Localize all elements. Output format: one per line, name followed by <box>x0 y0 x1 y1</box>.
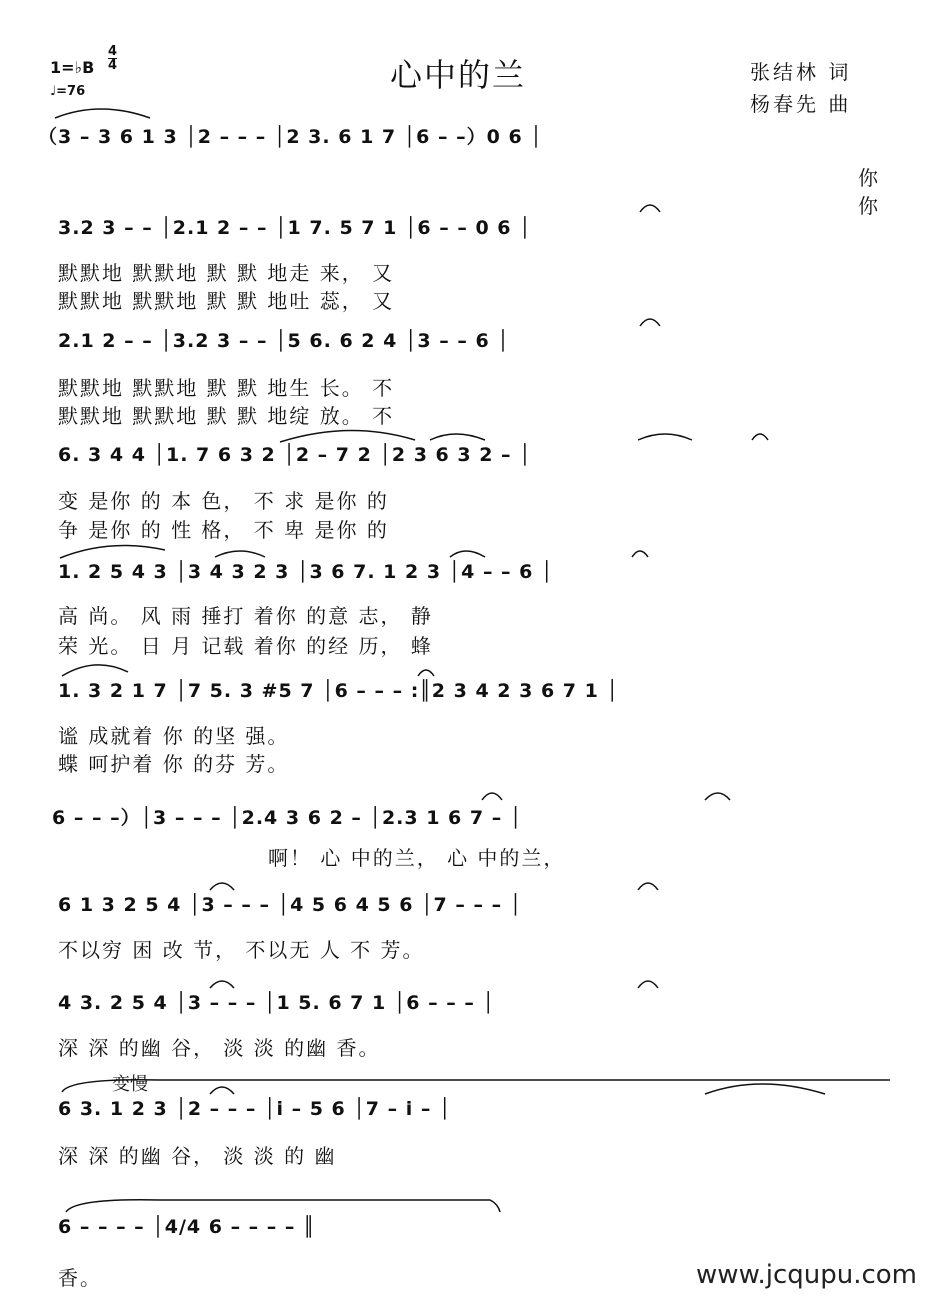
lyric-row-1-verse-1: 你 <box>858 166 880 190</box>
quarter-note-icon: ♩ <box>50 84 57 99</box>
lyric-row-1-verse-2: 你 <box>858 194 880 218</box>
slur <box>62 665 128 676</box>
slur <box>210 981 234 988</box>
lyric-row-5-verse-2: 荣 光。 日 月 记载 着你 的经 历， 蜂 <box>58 634 433 658</box>
slur <box>280 430 415 442</box>
lyric-row-9: 深 深 的幽 谷， 淡 淡 的幽 香。 <box>58 1036 381 1060</box>
lyricist-credit: 张结林 词 <box>750 60 852 84</box>
time-signature: 4 4 <box>108 44 118 73</box>
score-row-9: 4 3. 2 5 4 │3 – – – │1 5. 6 7 1 │6 – – – │ <box>58 992 495 1014</box>
slur <box>632 551 648 557</box>
composer-credit: 杨春先 曲 <box>750 92 852 116</box>
lyric-row-3-verse-1: 默默地 默默地 默 默 地生 长。 不 <box>58 376 395 400</box>
score-row-10: 6 3. 1 2 3 │2 – – – │i – 5 6 │7 – i – │ <box>58 1098 452 1120</box>
lyric-row-7: 啊！ 心 中的兰， 心 中的兰， <box>268 846 566 870</box>
tempo-marking: ♩=76 <box>50 84 86 99</box>
lyric-row-8: 不以穷 困 改 节， 不以无 人 不 芳。 <box>58 938 425 962</box>
slur <box>638 434 692 440</box>
slur <box>640 319 660 326</box>
slur <box>705 793 730 800</box>
slur <box>450 551 485 557</box>
score-row-2: 3.2 3 – – │2.1 2 – – │1 7. 5 7 1 │6 – – 0 6 │ <box>58 217 532 239</box>
slur <box>210 883 234 890</box>
slur <box>752 434 768 440</box>
lyric-row-2-verse-2: 默默地 默默地 默 默 地吐 蕊， 又 <box>58 289 395 313</box>
lyric-row-4-verse-1: 变 是你 的 本 色， 不 求 是你 的 <box>58 489 389 513</box>
slur <box>705 1084 825 1094</box>
score-row-1: （3 – 3 6 1 3 │2 – – – │2 3. 6 1 7 │6 – –）0 6 │ <box>38 126 543 148</box>
slur <box>60 546 165 559</box>
lyric-row-6-verse-2: 蝶 呵护着 你 的芬 芳。 <box>58 752 290 776</box>
song-title: 心中的兰 <box>390 56 527 94</box>
slur <box>640 205 660 212</box>
score-row-7: 6 – – –）│3 – – – │2.4 3 6 2 – │2.3 1 6 7 – │ <box>52 807 523 829</box>
lyric-row-2-verse-1: 默默地 默默地 默 默 地走 来， 又 <box>58 261 395 285</box>
slur <box>418 670 434 676</box>
watermark: www.jcqupu.com <box>696 1260 917 1290</box>
lyric-row-4-verse-2: 争 是你 的 性 格， 不 卑 是你 的 <box>58 518 389 542</box>
key-signature: 1=♭B <box>50 58 95 77</box>
slur <box>638 883 658 890</box>
score-row-6: 1. 3 2 1 7 │7 5. 3 #5 7 │6 – – – :║2 3 4 2 3 6 7 1 │ <box>58 680 619 702</box>
slur <box>55 109 150 118</box>
score-row-8: 6 1 3 2 5 4 │3 – – – │4 5 6 4 5 6 │7 – – – │ <box>58 894 523 916</box>
lyric-row-11: 香。 <box>58 1266 102 1290</box>
lyric-row-10: 深 深 的幽 谷， 淡 淡 的 幽 <box>58 1144 337 1168</box>
slur <box>210 1087 234 1094</box>
slur <box>638 981 658 988</box>
tempo-change-mark: 变慢 <box>112 1074 148 1095</box>
slur <box>66 1200 500 1212</box>
score-row-5: 1. 2 5 4 3 │3 4 3 2 3 │3 6 7. 1 2 3 │4 – – 6 │ <box>58 561 554 583</box>
slur <box>215 551 265 557</box>
score-row-4: 6. 3 4 4 │1. 7 6 3 2 │2 – 7 2 │2 3 6 3 2 – │ <box>58 444 532 466</box>
lyric-row-5-verse-1: 高 尚。 风 雨 捶打 着你 的意 志， 静 <box>58 604 433 628</box>
slur <box>62 1080 890 1092</box>
lyric-row-6-verse-1: 谧 成就着 你 的坚 强。 <box>58 724 290 748</box>
slur <box>482 793 502 800</box>
score-row-3: 2.1 2 – – │3.2 3 – – │5 6. 6 2 4 │3 – – 6 │ <box>58 330 510 352</box>
score-row-11: 6 – – – – │4/4 6 – – – – ║ <box>58 1216 316 1238</box>
lyric-row-3-verse-2: 默默地 默默地 默 默 地绽 放。 不 <box>58 404 395 428</box>
slur <box>430 434 485 440</box>
